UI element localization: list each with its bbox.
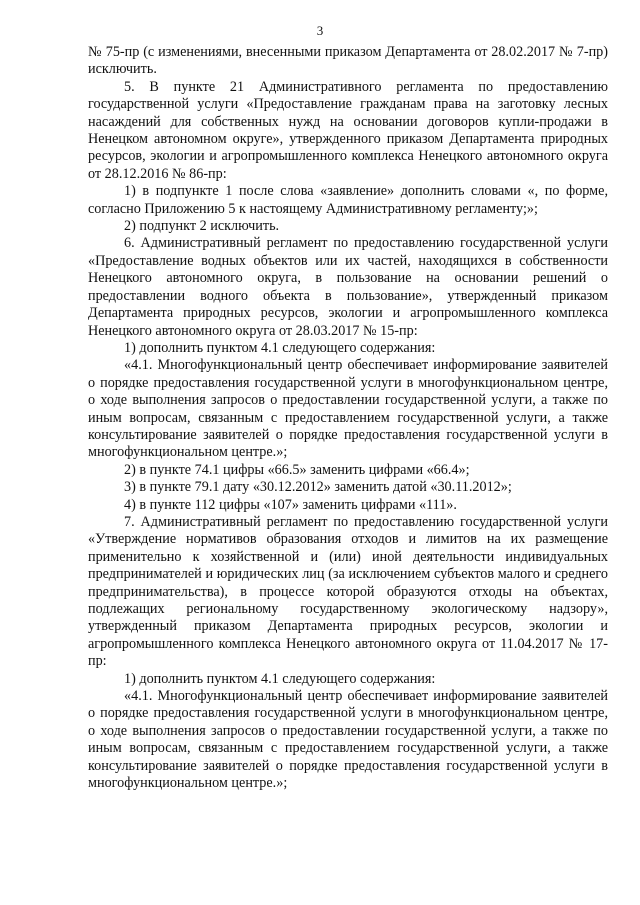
paragraph-item-6-sub-4: 4) в пункте 112 цифры «107» заменить цифрами «111». [124, 496, 457, 513]
paragraph-item-6-sub-3: 3) в пункте 79.1 дату «30.12.2012» заменить датой «30.11.2012»; [124, 479, 512, 496]
paragraph-item-5-sub-1: 1) в подпункте 1 после слова «заявление» дополнить словами «, по форме, согласно Приложению 5 к настоящему Административному регламенту;»; [88, 183, 608, 217]
page-number: 3 [316, 23, 324, 38]
paragraph-item-6-sub-1: 1) дополнить пунктом 4.1 следующего содержания: [124, 339, 436, 356]
paragraph-item-7-quote: «4.1. Многофункциональный центр обеспечивает информирование заявителей о порядке предоставления государственной услуги в многофункциональном центре, о ходе выполнения запросов о предоставлении государственной услуги, а также по иным вопросам, связанным с предоставлением государственной услуги, а также консультирование заявителей о порядке предоставления государственной услуги в многофункциональном центре.»; [88, 688, 608, 792]
document-body [88, 44, 608, 792]
paragraph-item-7-sub-1: 1) дополнить пунктом 4.1 следующего содержания: [124, 670, 436, 687]
paragraph-item-6: 6. Административный регламент по предоставлению государственной услуги «Предоставление водных объектов или их частей, находящихся в собственности Ненецкого автономного округа, в пользование на основании решений о предоставлении водного объекта в пользование», утвержденный приказом Департамента природных ресурсов, экологии и агропромышленного комплекса Ненецкого автономного округа от 28.03.2017 № 15-пр: [88, 235, 608, 339]
paragraph-item-5-sub-2: 2) подпункт 2 исключить. [124, 218, 280, 235]
paragraph-item-6-quote: «4.1. Многофункциональный центр обеспечивает информирование заявителей о порядке предоставления государственной услуги в многофункциональном центре, о ходе выполнения запросов о предоставлении государственной услуги, а также по иным вопросам, связанным с предоставлением государственной услуги, а также консультирование заявителей о порядке предоставления государственной услуги в многофункциональном центре.»; [88, 357, 608, 461]
paragraph-item-6-sub-2: 2) в пункте 74.1 цифры «66.5» заменить цифрами «66.4»; [124, 461, 470, 478]
paragraph-item-7: 7. Административный регламент по предоставлению государственной услуги «Утверждение нормативов образования отходов и лимитов на их размещение применительно к хозяйственной и (или) иной деятельности индивидуальных предпринимателей и юридических лиц (за исключением субъектов малого и среднего предпринимательства), в процессе которой образуются отходы на объектах, подлежащих региональному государственному экологическому надзору», утвержденный приказом Департамента природных ресурсов, экологии и агропромышленного комплекса Ненецкого автономного округа от 11.04.2017 № 17-пр: [88, 513, 608, 670]
paragraph-continuation: № 75-пр (с изменениями, внесенными приказом Департамента от 28.02.2017 № 7-пр) исключить. [88, 44, 608, 78]
paragraph-item-5: 5. В пункте 21 Административного регламента по предоставлению государственной услуги «Предоставление гражданам права на заготовку лесных насаждений для собственных нужд на основании договоров купли-продажи в Ненецком автономном округе», утвержденного приказом Департамента природных ресурсов, экологии и агропромышленного комплекса Ненецкого автономного округа от 28.12.2016 № 86-пр: [88, 78, 608, 182]
